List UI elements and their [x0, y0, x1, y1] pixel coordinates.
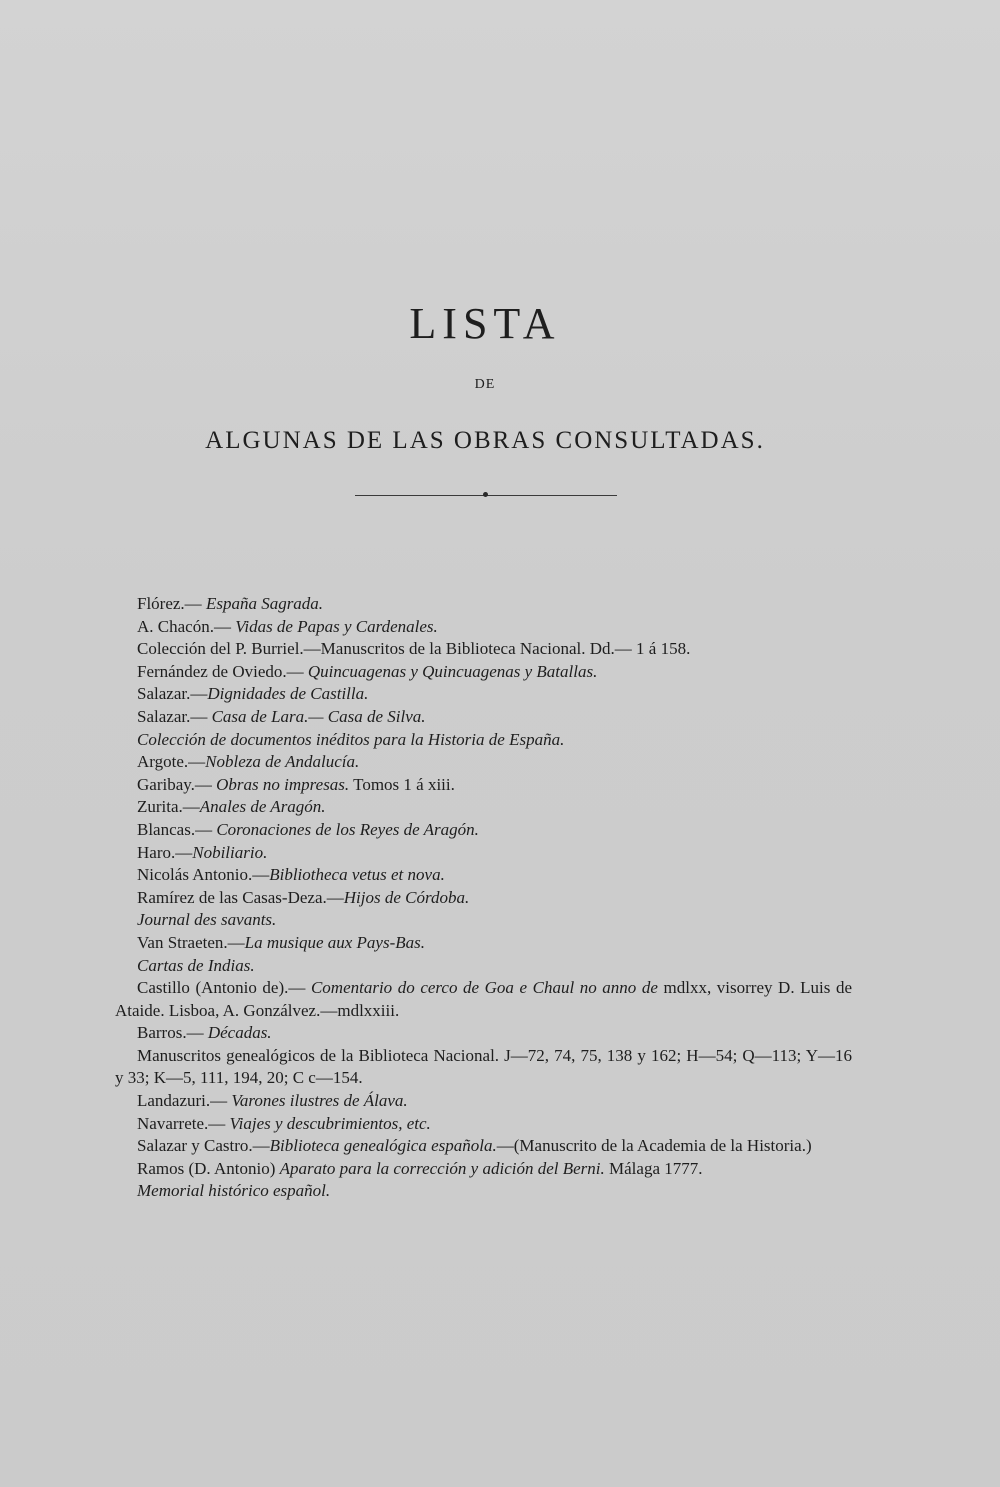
list-item: Flórez.— España Sagrada.	[137, 594, 324, 613]
list-item: Manuscritos genealógicos de la Biblioteca Nacional. J—72, 74, 75, 138 y 162; H—54; Q—113; Y—16 y 33; K—5, 111, 194, 20; C c—154.	[115, 1045, 852, 1088]
page-subtitle: ALGUNAS DE LAS OBRAS CONSULTADAS.	[205, 427, 765, 454]
list-item: Blancas.— Coronaciones de los Reyes de Aragón.	[137, 819, 479, 839]
list-item: Landazuri.— Varones ilustres de Álava.	[137, 1091, 408, 1111]
list-item: Salazar.— Casa de Lara.— Casa de Silva.	[137, 706, 426, 726]
list-item: Barros.— Décadas.	[137, 1023, 272, 1043]
list-item: Castillo (Antonio de).— Comentario do cerco de Goa e Chaul no anno de mdlxx, visorrey D. Luis de Ataide. Lisboa, A. Gonzálvez.—mdlxxiii.	[115, 978, 852, 1020]
list-item: A. Chacón.— Vidas de Papas y Cardenales.	[137, 616, 438, 636]
list-item: Colección del P. Burriel.—Manuscritos de la Biblioteca Nacional. Dd.— 1 á 158.	[137, 639, 691, 659]
list-item: Van Straeten.—La musique aux Pays-Bas.	[137, 932, 426, 952]
list-item: Journal des savants.	[137, 910, 277, 930]
list-item: Fernández de Oviedo.— Quincuagenas y Quincuagenas y Batallas.	[137, 661, 598, 681]
list-item: Colección de documentos inéditos para la Historia de España.	[137, 729, 565, 749]
list-item: Salazar y Castro.—Biblioteca genealógica española.—(Manuscrito de la Academia de la Historia.)	[137, 1136, 812, 1156]
list-item: Memorial histórico español.	[137, 1181, 331, 1201]
title-connector: DE	[474, 377, 496, 392]
list-item: Ramos (D. Antonio) Aparato para la corrección y adición del Berni. Málaga 1777.	[137, 1158, 703, 1178]
list-item: Garibay.— Obras no impresas. Tomos 1 á xiii.	[137, 774, 455, 794]
list-item: Navarrete.— Viajes y descubrimientos, etc.	[137, 1113, 431, 1133]
list-item: Ramírez de las Casas-Deza.—Hijos de Córdoba.	[137, 887, 470, 907]
divider-ornament	[483, 492, 488, 497]
list-item: Nicolás Antonio.—Bibliotheca vetus et nova.	[137, 865, 445, 885]
list-item: Zurita.—Anales de Aragón.	[137, 797, 326, 817]
list-item: Haro.—Nobiliario.	[137, 842, 268, 862]
list-item: Cartas de Indias.	[137, 955, 255, 975]
page-title: LISTA	[409, 299, 561, 348]
list-item: Argote.—Nobleza de Andalucía.	[137, 752, 360, 772]
bibliography-list	[115, 593, 852, 1203]
list-item: Salazar.—Dignidades de Castilla.	[137, 684, 369, 704]
